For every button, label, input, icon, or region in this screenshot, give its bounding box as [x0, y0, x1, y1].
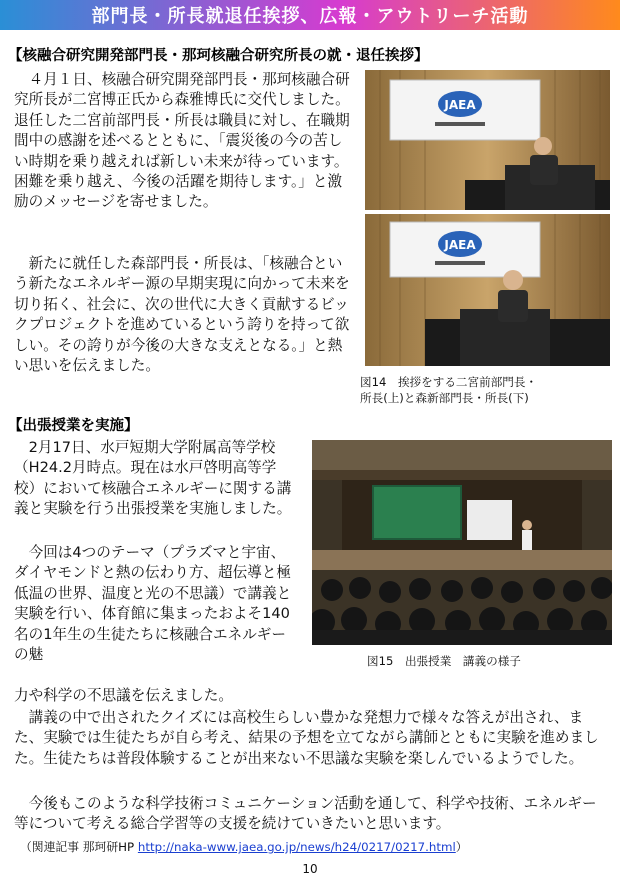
section-title-greeting: 【核融合研究開発部門長・那珂核融合研究所長の就・退任挨拶】 — [8, 48, 429, 64]
section-title-lecture: 【出張授業を実施】 — [8, 418, 139, 434]
related-article-link[interactable]: http://naka-www.jaea.go.jp/news/h24/0217/0217.html — [137, 840, 456, 854]
figure-14-caption — [360, 374, 615, 406]
lecture-paragraph-2a: 今回は4つのテーマ（プラズマと宇宙、ダイヤモンドと熱の伝わり方、超伝導と極低温の世界、温度と光の不思議）で講義と実験を行い、体育館に集まったおよそ140名の1年生の生徒たちに核融合エネルギーの魅 — [14, 544, 292, 664]
greeting-paragraph-1: ４月１日、核融合研究開発部門長・那珂核融合研究所長が二宮博正氏から森雅博氏に交代しました。退任した二宮前部門長・所長は職員に対し、在職期間中の感謝を述べるとともに、「震災後の今の苦しい時期を乗り越えれば新しい未来が待っています。困難を乗り越え、今後の活躍を期待します。」と激励のメッセージを寄せました。 — [14, 71, 350, 211]
header-banner — [0, 0, 620, 30]
lecture-paragraph-4: 今後もこのような科学技術コミュニケーション活動を通して、科学や技術、エネルギー等について考える総合学習等の支援を続けていきたいと思います。 — [14, 795, 597, 833]
jaea-logo-text-1: JAEA — [444, 98, 476, 112]
lecture-paragraph-3: 講義の中で出されたクイズには高校生らしい豊かな発想力で様々な答えが出され、また、実験では生徒たちが自ら考え、結果の予想を立てながら講師とともに実験を進めました。生徒たちは普段体験することが出来ない不思議な実験を楽しんでいるようでした。 — [14, 709, 599, 767]
figure-14-caption-line2: 所長(上)と森新部門長・所長(下) — [360, 391, 529, 405]
lecture-paragraph-1: 2月17日、水戸短期大学附属高等学校（H24.2月時点。現在は水戸啓明高等学校）において核融合エネルギーに関する講義と実験を行う出張授業を実施しました。 — [14, 439, 292, 518]
figure-15-caption: 図15 出張授業 講義の様子 — [367, 654, 521, 668]
photo-lecture-gymnasium — [312, 440, 612, 645]
greeting-paragraph-2: 新たに就任した森部門長・所長は、「核融合という新たなエネルギー源の早期実現に向かって未来を切り拓く、社会に、次の世代に大きく貢献するビックプロジェクトを進めているという誇りを持って欲しい。その誇りが今後の大きな支えとなる。」と熱い思いを伝えました。 — [14, 255, 350, 375]
lecture-paragraph-2b: 力や科学の不思議を伝えました。 — [14, 687, 233, 704]
photo-ninomiya-speech — [365, 70, 610, 210]
photo-mori-speech — [365, 214, 610, 366]
related-suffix: ） — [455, 840, 468, 854]
related-article — [20, 838, 468, 855]
related-prefix: （関連記事 那珂研HP — [20, 840, 138, 854]
jaea-logo-text-2: JAEA — [444, 238, 476, 252]
figure-14-caption-line1: 図14 挨拶をする二宮前部門長・ — [360, 375, 538, 389]
page-title: 部門長・所長就退任挨拶、広報・アウトリーチ活動 — [91, 6, 529, 27]
page-number: 10 — [302, 862, 318, 876]
